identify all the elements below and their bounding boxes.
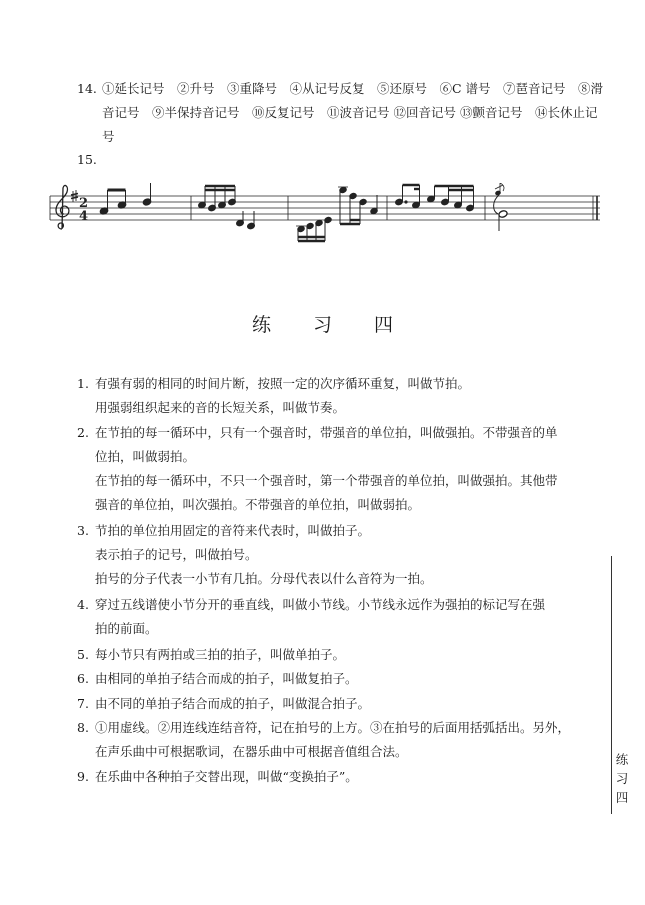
question-15 bbox=[77, 152, 97, 167]
item-line: 用强弱组织起来的音的长短关系，叫做节奏。 bbox=[95, 400, 346, 415]
side-tab-char: 四 bbox=[615, 790, 629, 805]
time-signature-top: 2 bbox=[79, 196, 89, 211]
item-line: 在节拍的每一循环中，只有一个强音时，带强音的单位拍，叫做强拍。不带强音的单 bbox=[95, 425, 558, 440]
item-line: 有强有弱的相同的时间片断，按照一定的次序循环重复，叫做节拍。 bbox=[95, 376, 471, 391]
music-staff bbox=[48, 183, 608, 243]
item-line: 拍号的分子代表一小节有几拍。分母代表以什么音符为一拍。 bbox=[95, 571, 433, 586]
item-number: 7. bbox=[77, 696, 89, 711]
item-line: 穿过五线谱使小节分开的垂直线，叫做小节线。小节线永远作为强拍的标记写在强 bbox=[95, 597, 546, 612]
item-line: 强音的单位拍，叫次强拍。不带强音的单位拍，叫做弱拍。 bbox=[95, 497, 421, 512]
side-divider bbox=[611, 556, 612, 814]
item-line: 表示拍子的记号，叫做拍号。 bbox=[95, 547, 258, 562]
list-item bbox=[77, 765, 602, 789]
item-number: 4. bbox=[77, 597, 89, 612]
item-line: 由不同的单拍子结合而成的拍子，叫做混合拍子。 bbox=[95, 696, 371, 711]
item-number: 1. bbox=[77, 376, 89, 391]
measure-1 bbox=[99, 183, 152, 215]
treble-clef-icon bbox=[56, 185, 69, 229]
measure-5 bbox=[494, 183, 508, 231]
list-item bbox=[77, 593, 602, 641]
list-item bbox=[77, 421, 602, 517]
side-tab-label bbox=[614, 750, 630, 807]
item-line: 节拍的单位拍用固定的音符来代表时，叫做拍子。 bbox=[95, 523, 371, 538]
section-title: 练 习 四 bbox=[251, 314, 412, 336]
item-number: 2. bbox=[77, 425, 89, 440]
list-item bbox=[77, 667, 602, 691]
item-line: ①用虚线。②用连线连结音符，记在拍号的上方。③在拍号的后面用括弧括出。另外， bbox=[95, 720, 571, 735]
list-item bbox=[77, 692, 602, 716]
list-item bbox=[77, 643, 602, 667]
item-line: 拍的前面。 bbox=[95, 621, 158, 636]
side-tab-char: 习 bbox=[615, 771, 629, 786]
list-item bbox=[77, 372, 602, 420]
item-number: 6. bbox=[77, 671, 89, 686]
item-line: 每小节只有两拍或三拍的拍子，叫做单拍子。 bbox=[95, 647, 346, 662]
question-14-answer: ①延长记号 ②升号 ③重降号 ④从记号反复 ⑤还原号 ⑥C 谱号 ⑦琶音记号 ⑧滑音记号 ⑨半保持音记号 ⑩反复记号 ⑪波音记号 ⑫回音记号 ⑬颤音记号 ⑭长休止记号 bbox=[102, 81, 604, 144]
time-signature-bottom: 4 bbox=[79, 209, 89, 224]
item-line: 在节拍的每一循环中，不只一个强音时，第一个带强音的单位拍，叫做强拍。其他带 bbox=[95, 473, 558, 488]
item-number: 9. bbox=[77, 769, 89, 784]
item-number: 3. bbox=[77, 523, 89, 538]
item-line: 在乐曲中各种拍子交替出现，叫做“变换拍子”。 bbox=[95, 769, 358, 784]
question-number: 15. bbox=[77, 152, 97, 167]
item-number: 5. bbox=[77, 647, 89, 662]
list-item bbox=[77, 716, 602, 764]
question-number: 14. bbox=[77, 81, 97, 96]
item-line: 在声乐曲中可根据歌词，在器乐曲中可根据音值组合法。 bbox=[95, 744, 408, 759]
music-notation bbox=[48, 183, 608, 243]
side-tab-char: 练 bbox=[615, 752, 629, 767]
item-line: 位拍，叫做弱拍。 bbox=[95, 449, 196, 464]
item-number: 8. bbox=[77, 720, 89, 735]
item-line: 由相同的单拍子结合而成的拍子，叫做复拍子。 bbox=[95, 671, 358, 686]
list-item bbox=[77, 519, 602, 591]
question-14 bbox=[77, 77, 607, 149]
